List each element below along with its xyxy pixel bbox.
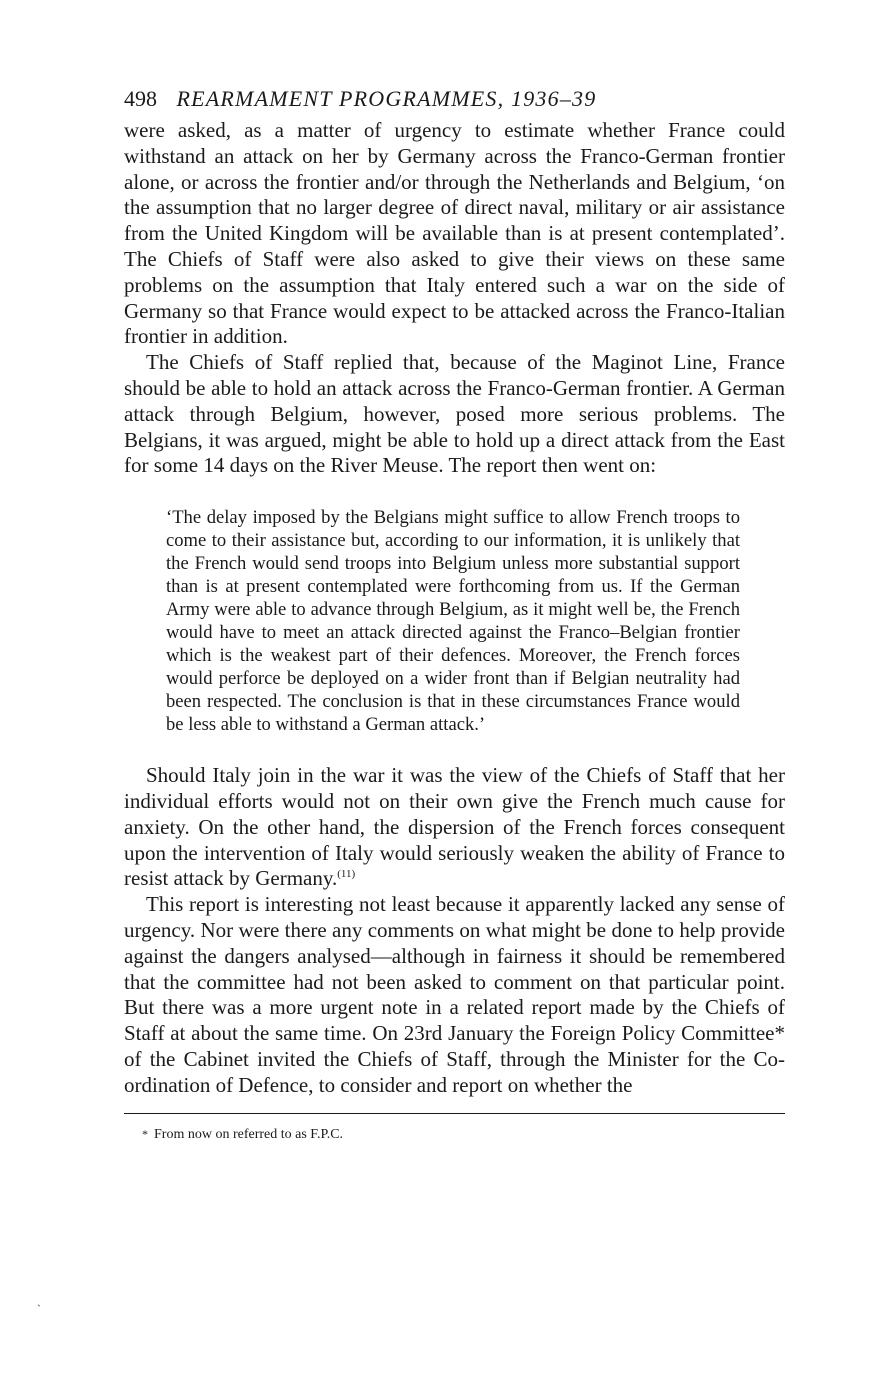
note-reference-11: (11) [337,868,356,881]
footnote-marker: * [142,1126,148,1141]
footnote-text: From now on referred to as F.P.C. [154,1126,344,1142]
paragraph-2: The Chiefs of Staff replied that, because of the Maginot Line, France should be able to hold an attack across the Franco-German frontier. A German attack through Belgium, however, posed more serious problems. The Belgians, it was argued, might be able to hold up a direct attack from the East for some 14 days on the River Meuse. The report then went on: [124,350,785,478]
running-head-title: REARMAMENT PROGRAMMES, 1936–39 [176,86,597,111]
stray-mark: ˋ [37,1302,41,1316]
running-head [124,84,785,114]
page-content [124,84,785,1145]
paragraph-4: This report is interesting not least because it apparently lacked any sense of urgency. Nor were there any comments on what might be done to help provide against the dangers analysed—although in fairness it should be remembered that the committee had not been asked to comment on that particular point. But there was a more urgent note in a related report made by the Chiefs of Staff at about the same time. On 23rd January the Foreign Policy Committee* of the Cabinet invited the Chiefs of Staff, through the Minister for the Co-ordination of Defence, to consider and report on whether the [124,892,785,1097]
paragraph-3 [124,763,785,892]
footnote-rule [124,1113,785,1114]
block-quote: ‘The delay imposed by the Belgians might suffice to allow French troops to come to their assistance but, according to our information, it is unlikely that the French would send troops into Belgium unless more substantial support than is at present contemplated were forthcoming from us. If the German Army were able to advance through Belgium, as it might well be, the French would have to meet an attack directed against the Franco–Belgian frontier which is the weakest part of their defences. Moreover, the French forces would perforce be deployed on a wider front than if Belgian neutrality had been respected. The conclusion is that in these circumstances France would be less able to withstand a German attack.’ [166,507,740,736]
page-number: 498 [124,86,157,111]
paragraph-1: were asked, as a matter of urgency to estimate whether France could withstand an attack on her by Germany across the Franco-German frontier alone, or across the frontier and/or through the Netherlands and Belgium, ‘on the assumption that no larger degree of direct naval, military or air assistance from the United Kingdom will be available than is at present contemplated’. The Chiefs of Staff were also asked to give their views on these same problems on the assumption that Italy entered such a war on the side of Germany so that France would expect to be attacked across the Franco-Italian frontier in addition. [124,118,785,349]
paragraph-3-text: Should Italy join in the war it was the view of the Chiefs of Staff that her individual efforts would not on their own give the French much cause for anxiety. On the other hand, the dispersion of the French forces consequent upon the intervention of Italy would seriously weaken the ability of France to resist attack by Germany. [124,763,785,891]
footnote [142,1124,785,1145]
